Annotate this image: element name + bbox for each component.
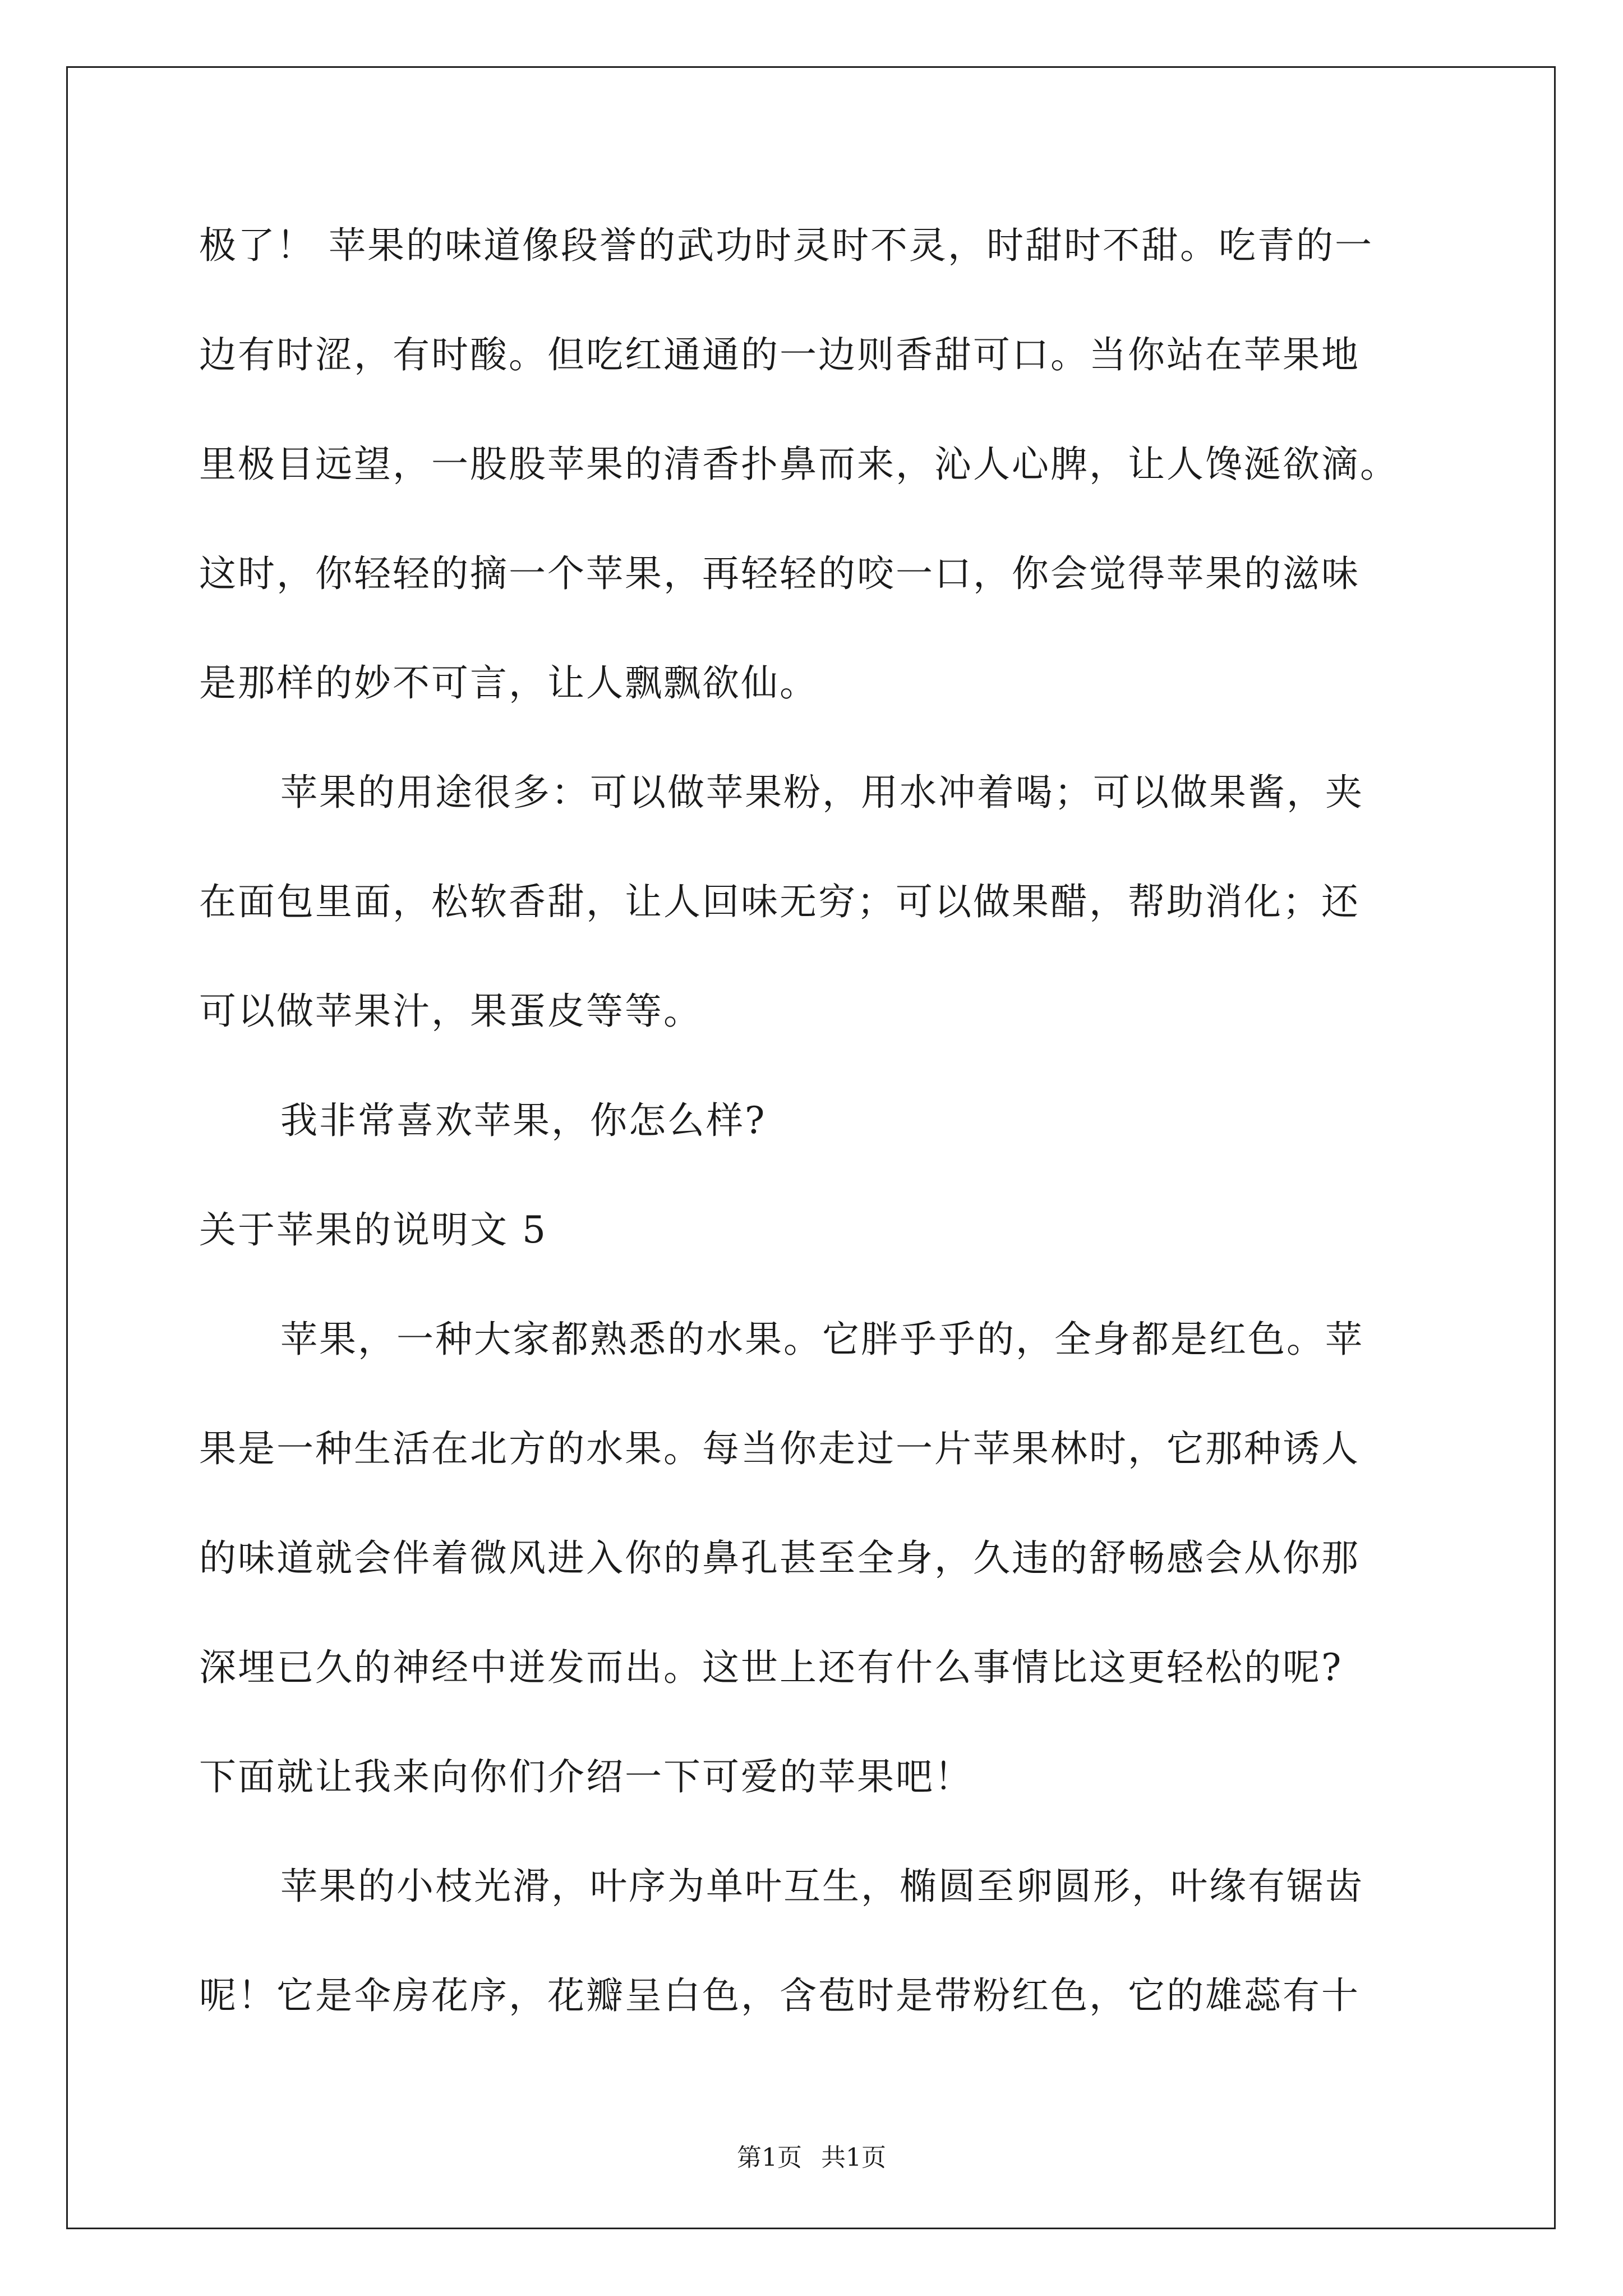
text-line: 我非常喜欢苹果，你怎么样? xyxy=(280,1099,767,1142)
text-line: 极了！ 苹果的味道像段誉的武功时灵时不灵，时甜时不甜。吃青的一 xyxy=(199,224,1373,267)
text-line: 的味道就会伴着微风进入你的鼻孔甚至全身，久违的舒畅感会从你那 xyxy=(199,1536,1360,1580)
text-line: 苹果的用途很多：可以做苹果粉，用水冲着喝；可以做果酱，夹 xyxy=(280,771,1364,814)
page-footer: 第1页 共1页 xyxy=(737,2143,886,2172)
text-line: 里极目远望，一股股苹果的清香扑鼻而来，沁人心脾，让人馋涎欲滴。 xyxy=(199,443,1399,486)
text-line: 深埋已久的神经中迸发而出。这世上还有什么事情比这更轻松的呢? xyxy=(199,1646,1343,1689)
text-line: 苹果，一种大家都熟悉的水果。它胖乎乎的，全身都是红色。苹 xyxy=(280,1318,1364,1361)
text-line: 是那样的妙不可言，让人飘飘欲仙。 xyxy=(199,661,818,705)
document-body xyxy=(199,191,1461,2050)
text-line: 可以做苹果汁，果蛋皮等等。 xyxy=(199,990,702,1033)
text-line: 苹果的小枝光滑，叶序为单叶互生，椭圆至卵圆形，叶缘有锯齿 xyxy=(280,1865,1364,1908)
text-line: 边有时涩，有时酸。但吃红通通的一边则香甜可口。当你站在苹果地 xyxy=(199,333,1360,376)
text-line: 下面就让我来向你们介绍一下可爱的苹果吧！ xyxy=(199,1755,973,1798)
text-line: 这时，你轻轻的摘一个苹果，再轻轻的咬一口，你会觉得苹果的滋味 xyxy=(199,552,1360,595)
text-line: 在面包里面，松软香甜，让人回味无穷；可以做果醋，帮助消化；还 xyxy=(199,880,1360,923)
section-heading: 关于苹果的说明文 5 xyxy=(199,1208,547,1251)
text-line: 果是一种生活在北方的水果。每当你走过一片苹果林时，它那种诱人 xyxy=(199,1427,1360,1470)
text-line: 呢！它是伞房花序，花瓣呈白色，含苞时是带粉红色，它的雄蕊有十 xyxy=(199,1974,1360,2017)
